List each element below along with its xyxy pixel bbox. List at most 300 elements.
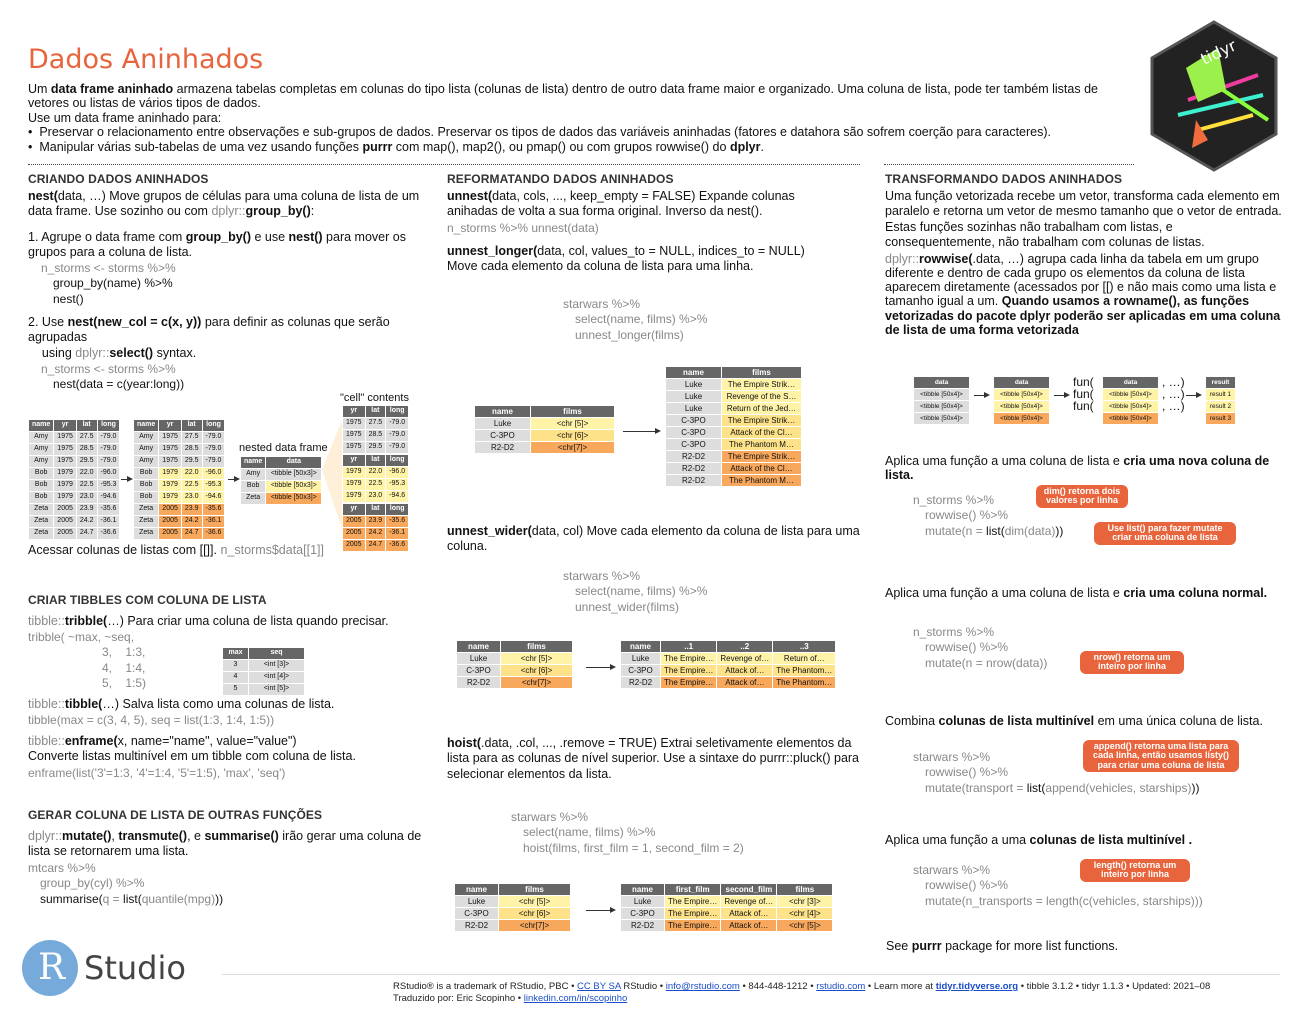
table-cell: Luke xyxy=(457,653,501,665)
table-cell: 23.9 xyxy=(365,516,386,528)
table-cell: Luke xyxy=(621,653,661,665)
table-cell: 22.0 xyxy=(365,467,386,479)
table-header: long xyxy=(202,420,225,432)
table-cell: -95.3 xyxy=(97,480,120,492)
table-cell: -94.6 xyxy=(97,492,120,504)
table-row xyxy=(914,413,970,425)
table-cell: 24.7 xyxy=(76,528,97,540)
table-cell: 2005 xyxy=(343,516,366,528)
table-cell: R2-D2 xyxy=(666,463,722,475)
table-cell: Zeta xyxy=(134,516,159,528)
table-header: data xyxy=(266,457,322,469)
mutate-code: mtcars %>% group_by(cyl) %>% summarise(q = list(quantile(mpg))) xyxy=(28,861,224,906)
table-row xyxy=(475,442,615,454)
table-cell: The Phantom M… xyxy=(722,439,802,451)
table-cell: Luke xyxy=(666,403,722,415)
see-purrr: See purrr package for more list functions. xyxy=(886,939,1119,953)
table-row xyxy=(1103,401,1159,413)
table-cell: Attack of… xyxy=(717,665,773,677)
table-cell: -94.6 xyxy=(202,492,225,504)
table-row xyxy=(666,451,802,463)
table-cell: 24.7 xyxy=(181,528,202,540)
table-header: long xyxy=(386,455,409,467)
data-table xyxy=(28,419,120,540)
table-cell: <tibble [50x4]> xyxy=(994,413,1050,425)
section-reformatando: REFORMATANDO DADOS ANINHADOS xyxy=(447,172,674,186)
callout-list: Use list() para fazer mutate criar uma coluna de lista xyxy=(1094,522,1236,545)
table-cell: 23.0 xyxy=(181,492,202,504)
table-cell: 1975 xyxy=(159,456,182,468)
table-row xyxy=(343,467,409,479)
table-header: max xyxy=(223,648,249,660)
table-cell: Attack of… xyxy=(721,908,777,920)
table-cell: The Empire Strik… xyxy=(722,379,802,391)
table-cell: 27.5 xyxy=(365,418,386,430)
table-cell: 1975 xyxy=(343,442,366,454)
table-cell: 23.9 xyxy=(76,504,97,516)
table-row xyxy=(134,468,225,480)
unnest-code: n_storms %>% unnest(data) xyxy=(447,221,599,235)
table-row xyxy=(134,444,225,456)
table-header: name xyxy=(455,884,499,896)
table-cell: <tibble [50x3]> xyxy=(266,493,322,505)
table-cell: 29.5 xyxy=(181,456,202,468)
table-cell: C-3PO xyxy=(666,427,722,439)
table-header: films xyxy=(722,367,802,379)
callout-length: length() retorna um inteiro por linha xyxy=(1080,859,1190,882)
table-header: lat xyxy=(365,406,386,418)
hoist-code: starwars %>% select(name, films) %>% hoist(films, first_film = 1, second_film = 2) xyxy=(511,810,744,855)
rowwise-desc: dplyr::rowwise(.data, …) agrupa cada linha da tabela em um grupo diferente e dentro de cada grupo os elementos da coluna de lista aparecem diretamente (acessados por [[) e não mais como uma lista e tamanho igual a um. Quando usamos a rowname(), as funções vetorizadas do pacote dplyr poderão ser aplicadas em uma coluna de lista de uma forma vetorizada xyxy=(885,252,1281,337)
table-cell: 2005 xyxy=(159,528,182,540)
unnest-desc: unnest(data, cols, ..., keep_empty = FALSE) Expande colunas anihadas de volta a sua forma original. Inverso da nest(). xyxy=(447,189,795,219)
table-cell: -79.0 xyxy=(97,432,120,444)
table-header: name xyxy=(241,457,266,469)
table-cell: The Empire… xyxy=(661,653,717,665)
table-cell: 4 xyxy=(223,672,249,684)
table-cell: Bob xyxy=(134,468,159,480)
table-cell: 1975 xyxy=(343,430,366,442)
table-cell: 22.5 xyxy=(365,479,386,491)
table-header: name xyxy=(457,641,501,653)
table-cell: 1979 xyxy=(343,467,366,479)
table-cell: C-3PO xyxy=(666,415,722,427)
table-cell: R2-D2 xyxy=(621,920,665,932)
table-cell: Zeta xyxy=(134,528,159,540)
data-table xyxy=(342,454,409,503)
table-cell: Bob xyxy=(29,492,54,504)
table-cell: 1979 xyxy=(54,492,77,504)
apply-4: Aplica uma função a uma colunas de lista multinível . xyxy=(885,833,1193,847)
code-apply-3: starwars %>% rowwise() %>% mutate(transport = list(append(vehicles, starships))) xyxy=(913,750,1200,795)
table-cell: 24.2 xyxy=(181,516,202,528)
table-cell: 1979 xyxy=(343,491,366,503)
table-cell: R2-D2 xyxy=(666,451,722,463)
table-cell: Luke xyxy=(666,379,722,391)
table-cell: <tibble [50x4]> xyxy=(914,389,970,401)
tidyr-link[interactable]: tidyr.tidyverse.org xyxy=(935,981,1019,992)
table-cell: Attack of the Cl… xyxy=(722,427,802,439)
table-cell: C-3PO xyxy=(666,439,722,451)
section-criar-tibbles: CRIAR TIBBLES COM COLUNA DE LISTA xyxy=(28,593,267,607)
table-cell: The Empire… xyxy=(661,677,717,689)
fun-dots: , …) xyxy=(1162,387,1185,401)
table-row xyxy=(134,432,225,444)
table-cell: 24.7 xyxy=(365,540,386,552)
table-row xyxy=(134,456,225,468)
table-header: data xyxy=(994,377,1050,389)
table-header: name xyxy=(666,367,722,379)
table-cell: Attack of… xyxy=(721,920,777,932)
table-cell: <chr[7]> xyxy=(499,920,571,932)
table-cell: -96.0 xyxy=(386,467,409,479)
fun-label: fun( xyxy=(1073,375,1094,389)
table-row xyxy=(621,908,833,920)
table-row xyxy=(29,468,120,480)
table-cell: <chr [5]> xyxy=(501,653,573,665)
table-row xyxy=(914,389,970,401)
table-header: data xyxy=(1103,377,1159,389)
table-cell: Bob xyxy=(29,468,54,480)
data-table xyxy=(620,883,833,932)
table-row xyxy=(1103,389,1159,401)
table-cell: Attack of the Cl… xyxy=(722,463,802,475)
table-cell: The Phantom… xyxy=(773,677,836,689)
table-row xyxy=(1206,413,1236,425)
table-row xyxy=(666,379,802,391)
table-cell: Zeta xyxy=(29,528,54,540)
table-row xyxy=(455,908,571,920)
table-row xyxy=(666,391,802,403)
table-cell: 29.5 xyxy=(365,442,386,454)
table-cell: result 2 xyxy=(1206,401,1236,413)
table-cell: 1975 xyxy=(54,444,77,456)
table-cell: The Empire Strik… xyxy=(722,415,802,427)
table-cell: Amy xyxy=(241,469,266,481)
linkedin-link[interactable]: linkedin.com/in/scopinho xyxy=(523,993,628,1005)
table-header: data xyxy=(914,377,970,389)
table-row xyxy=(666,403,802,415)
table-cell: <chr[7]> xyxy=(531,442,615,454)
enframe-desc: tibble::enframe(x, name="name", value="value") Converte listas multinível em um tibble com coluna de lista. xyxy=(28,734,356,764)
table-row xyxy=(621,665,836,677)
table-cell: The Phantom… xyxy=(773,665,836,677)
table-cell: Luke xyxy=(475,418,531,430)
table-header: yr xyxy=(159,420,182,432)
table-cell: <tibble [50x3]> xyxy=(266,469,322,481)
table-row xyxy=(29,528,120,540)
table-cell: 2005 xyxy=(343,540,366,552)
table-cell: result 1 xyxy=(1206,389,1236,401)
table-cell: <tibble [50x4]> xyxy=(994,389,1050,401)
table-cell: 1979 xyxy=(54,480,77,492)
table-cell: 1975 xyxy=(343,418,366,430)
table-cell: 22.0 xyxy=(181,468,202,480)
table-cell: 22.5 xyxy=(76,480,97,492)
data-table xyxy=(474,405,615,454)
table-cell: <tibble [50x4]> xyxy=(914,413,970,425)
section-criando: CRIANDO DADOS ANINHADOS xyxy=(28,172,209,186)
vectorized-desc: Uma função vetorizada recebe um vetor, transforma cada elemento em paralelo e retorna um vetor de mesmo tamanho que o vetor de entrada. Estas funções sozinhas não trabalham com listas, e consequentemente, não trabalham com colunas de listas. xyxy=(885,189,1282,249)
table-cell: <tibble [50x3]> xyxy=(266,481,322,493)
table-cell: Amy xyxy=(29,432,54,444)
rstudio-logo-text: Studio xyxy=(84,949,186,987)
table-row xyxy=(134,480,225,492)
table-cell: 22.5 xyxy=(181,480,202,492)
table-row xyxy=(29,516,120,528)
table-cell: -36.6 xyxy=(386,540,409,552)
tribble-code: tribble( ~max, ~seq, 3, 1:3, 4, 1:4, 5, 1:5) xyxy=(28,630,147,691)
table-header: lat xyxy=(76,420,97,432)
table-row xyxy=(29,432,120,444)
table-header: yr xyxy=(343,504,366,516)
table-header: films xyxy=(501,641,573,653)
table-row xyxy=(343,540,409,552)
apply-3: Combina colunas de lista multinível em uma única coluna de lista. xyxy=(885,714,1263,728)
unnest-longer-code: starwars %>% select(name, films) %>% unnest_longer(films) xyxy=(563,297,708,342)
table-cell: Return of… xyxy=(773,653,836,665)
table-cell: 1975 xyxy=(54,456,77,468)
logo-text: tidyr xyxy=(1197,35,1240,69)
section-transformando: TRANSFORMANDO DADOS ANINHADOS xyxy=(885,172,1123,186)
nest-desc: nest(data, …) Move grupos de células para uma coluna de lista de um data frame. Use sozinho ou com dplyr::group_by(): xyxy=(28,189,420,219)
table-cell: <int [5]> xyxy=(249,684,305,696)
data-table xyxy=(454,883,571,932)
table-cell: Bob xyxy=(134,492,159,504)
table-cell: Zeta xyxy=(241,493,266,505)
table-cell: The Phantom M… xyxy=(722,475,802,487)
table-header: name xyxy=(134,420,159,432)
table-cell: The Empire… xyxy=(665,908,721,920)
table-row xyxy=(457,653,573,665)
table-cell: 1979 xyxy=(159,480,182,492)
table-cell: R2-D2 xyxy=(475,442,531,454)
table-cell: -95.3 xyxy=(386,479,409,491)
data-table xyxy=(240,456,322,505)
table-cell: The Empire… xyxy=(665,920,721,932)
table-row xyxy=(475,430,615,442)
table-cell: 1975 xyxy=(54,432,77,444)
table-cell: The Empire… xyxy=(661,665,717,677)
table-cell: Attack of… xyxy=(717,677,773,689)
code-step2: n_storms <- storms %>% nest(data = c(year:long)) xyxy=(41,362,185,392)
table-cell: 23.9 xyxy=(181,504,202,516)
table-cell: 29.5 xyxy=(76,456,97,468)
table-cell: The Empire… xyxy=(665,896,721,908)
unnest-wider-desc: unnest_wider(data, col) Move cada elemento da coluna de lista para uma coluna. xyxy=(447,524,860,554)
table-row xyxy=(621,677,836,689)
table-cell: The Empire Strik… xyxy=(722,451,802,463)
table-cell: C-3PO xyxy=(621,908,665,920)
step2: 2. Use nest(new_col = c(x, y)) para definir as colunas que serão agrupadas using dplyr::select() syntax. xyxy=(28,315,390,360)
apply-1: Aplica uma função a uma coluna de lista e cria uma nova coluna de lista. xyxy=(885,454,1270,482)
table-header: ..2 xyxy=(717,641,773,653)
table-header: lat xyxy=(365,455,386,467)
table-header: name xyxy=(29,420,54,432)
table-row xyxy=(223,660,305,672)
table-row xyxy=(1206,401,1236,413)
table-row xyxy=(223,684,305,696)
table-header: films xyxy=(777,884,833,896)
table-header: first_film xyxy=(665,884,721,896)
table-row xyxy=(134,516,225,528)
code-apply-2: n_storms %>% rowwise() %>% mutate(n = nrow(data)) xyxy=(913,625,1048,670)
table-row xyxy=(457,677,573,689)
table-cell: Bob xyxy=(134,480,159,492)
table-cell: C-3PO xyxy=(457,665,501,677)
table-row xyxy=(994,401,1050,413)
table-cell: 28.5 xyxy=(76,444,97,456)
callout-dim: dim() retorna dois valores por linha xyxy=(1036,485,1128,508)
table-cell: <int [4]> xyxy=(249,672,305,684)
table-row xyxy=(134,492,225,504)
table-cell: R2-D2 xyxy=(457,677,501,689)
data-table xyxy=(133,419,225,540)
table-cell: -35.6 xyxy=(202,504,225,516)
table-cell: -79.0 xyxy=(386,430,409,442)
table-cell: -79.0 xyxy=(386,442,409,454)
unnest-longer-desc: unnest_longer(data, col, values_to = NULL, indices_to = NULL) Move cada elemento da coluna de lista para uma linha. xyxy=(447,244,805,274)
table-cell: Luke xyxy=(455,896,499,908)
table-row xyxy=(666,463,802,475)
table-row xyxy=(343,479,409,491)
table-cell: 1979 xyxy=(54,468,77,480)
table-cell: -79.0 xyxy=(202,444,225,456)
table-cell: Amy xyxy=(29,444,54,456)
rstudio-link[interactable]: rstudio.com xyxy=(816,981,866,992)
data-table xyxy=(620,640,836,689)
table-cell: <chr [4]> xyxy=(777,908,833,920)
table-row xyxy=(455,896,571,908)
table-cell: result 3 xyxy=(1206,413,1236,425)
cc-link[interactable]: CC BY SA xyxy=(577,981,621,992)
table-header: name xyxy=(621,641,661,653)
code-apply-4: starwars %>% rowwise() %>% mutate(n_transports = length(c(vehicles, starships))) xyxy=(913,863,1203,908)
table-cell: Return of the Jed… xyxy=(722,403,802,415)
table-cell: 1975 xyxy=(159,444,182,456)
table-header: yr xyxy=(343,406,366,418)
table-cell: <tibble [50x4]> xyxy=(1103,401,1159,413)
table-cell: 24.2 xyxy=(365,528,386,540)
table-cell: 2005 xyxy=(54,528,77,540)
table-header: result xyxy=(1206,377,1236,389)
table-row xyxy=(343,418,409,430)
data-table xyxy=(665,366,802,487)
table-cell: <chr [5]> xyxy=(499,896,571,908)
table-row xyxy=(1103,413,1159,425)
table-header: films xyxy=(531,406,615,418)
table-cell: 5 xyxy=(223,684,249,696)
data-table xyxy=(456,640,573,689)
table-cell: 2005 xyxy=(343,528,366,540)
email-link[interactable]: info@rstudio.com xyxy=(665,981,740,992)
table-cell: 2005 xyxy=(54,516,77,528)
page-title: Dados Aninhados xyxy=(28,44,264,75)
table-cell: -79.0 xyxy=(97,444,120,456)
table-cell: <chr [3]> xyxy=(777,896,833,908)
table-cell: 1979 xyxy=(159,468,182,480)
table-cell: Zeta xyxy=(29,516,54,528)
code-step1: n_storms <- storms %>% group_by(name) %>% nest() xyxy=(41,261,176,306)
table-cell: C-3PO xyxy=(475,430,531,442)
data-table xyxy=(1102,376,1159,425)
table-cell: -79.0 xyxy=(386,418,409,430)
table-cell: Revenge of… xyxy=(721,896,777,908)
table-cell: 23.0 xyxy=(365,491,386,503)
table-cell: -36.1 xyxy=(386,528,409,540)
table-row xyxy=(343,430,409,442)
table-cell: Revenge of… xyxy=(717,653,773,665)
data-table xyxy=(993,376,1050,425)
table-cell: Luke xyxy=(621,896,665,908)
table-cell: -35.6 xyxy=(386,516,409,528)
table-cell: 2005 xyxy=(54,504,77,516)
table-row xyxy=(134,528,225,540)
table-header: long xyxy=(386,504,409,516)
table-cell: Bob xyxy=(29,480,54,492)
table-cell: <tibble [50x4]> xyxy=(914,401,970,413)
table-header: long xyxy=(386,406,409,418)
table-cell: 23.0 xyxy=(76,492,97,504)
table-row xyxy=(457,665,573,677)
table-row xyxy=(914,401,970,413)
table-row xyxy=(343,491,409,503)
table-cell: R2-D2 xyxy=(666,475,722,487)
table-cell: Amy xyxy=(29,456,54,468)
tibble-code: tibble(max = c(3, 4, 5), seq = list(1:3, 1:4, 1:5)) xyxy=(28,713,275,727)
table-row xyxy=(455,920,571,932)
data-table xyxy=(1205,376,1236,425)
hoist-desc: hoist(.data, .col, ..., .remove = TRUE) Extrai seletivamente elementos da lista para as colunas de nível superior. Use a sintaxe do purrr::pluck() para selecionar elementos da lista. xyxy=(447,736,860,781)
table-cell: -79.0 xyxy=(202,432,225,444)
fun-dots: , …) xyxy=(1162,399,1185,413)
table-row xyxy=(621,896,833,908)
table-cell: 1975 xyxy=(159,432,182,444)
table-cell: Revenge of the S… xyxy=(722,391,802,403)
table-cell: -79.0 xyxy=(202,456,225,468)
table-row xyxy=(241,493,322,505)
apply-2: Aplica uma função a uma coluna de lista e cria uma coluna normal. xyxy=(885,586,1268,600)
enframe-code: enframe(list('3'=1:3, '4'=1:4, '5'=1:5), 'max', 'seq') xyxy=(28,766,286,780)
table-header: films xyxy=(499,884,571,896)
table-row xyxy=(29,504,120,516)
table-row xyxy=(666,415,802,427)
table-cell: 1979 xyxy=(159,492,182,504)
table-cell: 1979 xyxy=(343,479,366,491)
table-row xyxy=(666,427,802,439)
table-row xyxy=(343,528,409,540)
table-row xyxy=(343,442,409,454)
footer: RStudio® is a trademark of RStudio, PBC • CC BY SA RStudio • info@rstudio.com • 844-448-1212 • rstudio.com • Learn more at tidyr.tidyverse.org • tibble 3.1.2 • tidyr 1.1.3 • Updated: 2021–08 Traduzido por: Eric Scopinho • linkedin.com/in/scopinho xyxy=(393,981,1211,1005)
table-row xyxy=(223,672,305,684)
access-text: Acessar colunas de listas com [[]]. n_storms$data[[1]] xyxy=(28,543,324,557)
table-cell: <tibble [50x4]> xyxy=(994,401,1050,413)
table-cell: Amy xyxy=(134,456,159,468)
table-row xyxy=(29,480,120,492)
table-row xyxy=(29,456,120,468)
table-row xyxy=(994,389,1050,401)
callout-nrow: nrow() retorna um inteiro por linha xyxy=(1080,651,1184,674)
table-header: second_film xyxy=(721,884,777,896)
table-cell: R2-D2 xyxy=(455,920,499,932)
table-row xyxy=(29,444,120,456)
table-cell: 28.5 xyxy=(181,444,202,456)
table-cell: Amy xyxy=(134,444,159,456)
table-cell: C-3PO xyxy=(455,908,499,920)
table-cell: -36.1 xyxy=(97,516,120,528)
table-row xyxy=(475,418,615,430)
table-row xyxy=(621,920,833,932)
